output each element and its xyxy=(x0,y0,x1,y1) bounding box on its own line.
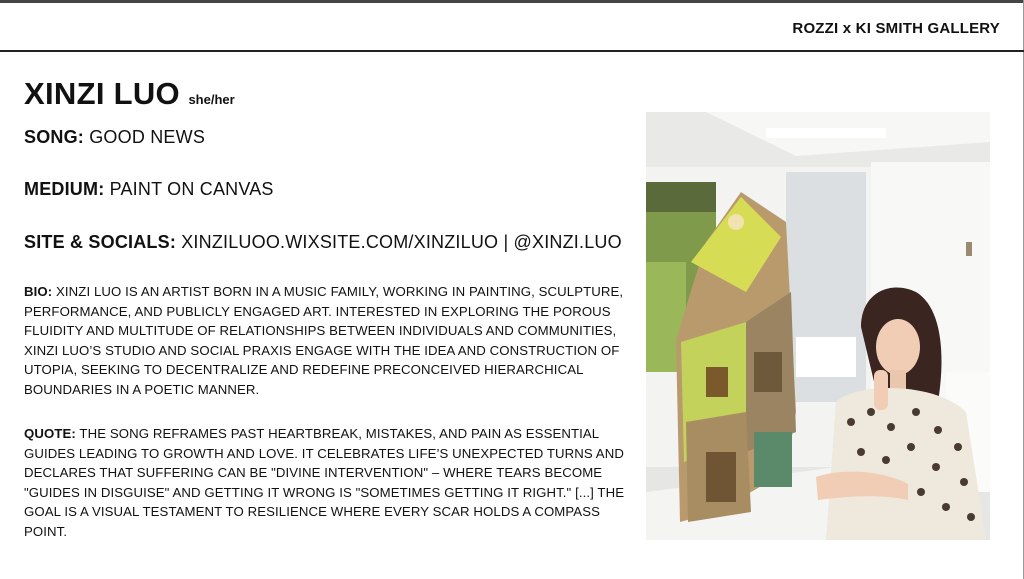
artist-name: XINZI LUO xyxy=(24,76,180,111)
medium-line xyxy=(24,179,274,200)
quote-label: QUOTE: xyxy=(24,426,76,441)
artist-heading xyxy=(24,76,235,112)
bio-text: XINZI LUO IS AN ARTIST BORN IN A MUSIC FAMILY, WORKING IN PAINTING, SCULPTURE, PERFORMANCE, AND PUBLICLY ENGAGED ART. INTERESTED IN EXPLORING THE POROUS FLUIDITY AND MULTITUDE OF RELATIONSHIPS BETWEEN INDIVIDUALS AND COMMUNITIES, XINZI LUO’S STUDIO AND SOCIAL PRAXIS ENGAGE WITH THE IDEA AND CONSTRUCTION OF UTOPIA, SEEKING TO DECENTRALIZE AND REDEFINE PRECONCEIVED HIERARCHICAL BOUNDARIES IN A POETIC MANNER. xyxy=(24,284,624,397)
quote-text: THE SONG REFRAMES PAST HEARTBREAK, MISTAKES, AND PAIN AS ESSENTIAL GUIDES LEADING TO GROWTH AND LOVE. IT CELEBRATES LIFE’S UNEXPECTED TURNS AND DECLARES THAT SUFFERING CAN BE "DIVINE INTERVENTION" – WHERE TEARS BECOME "GUIDES IN DISGUISE" AND GETTING IT WRONG IS "SOMETIMES GETTING IT RIGHT." [...] THE GOAL IS A VISUAL TESTAMENT TO RESILIENCE WHERE EVERY SCAR HOLDS A COMPASS POINT. xyxy=(24,426,625,539)
header-divider xyxy=(0,50,1024,52)
medium-label: MEDIUM: xyxy=(24,179,105,199)
song-label: SONG: xyxy=(24,127,85,147)
quote-paragraph xyxy=(24,424,634,541)
artist-pronouns: she/her xyxy=(188,92,235,107)
site-line xyxy=(24,232,622,253)
site-value[interactable]: XINZILUOO.WIXSITE.COM/XINZILUO | @XINZI.LUO xyxy=(181,232,622,252)
song-line xyxy=(24,127,205,148)
bio-paragraph xyxy=(24,282,634,399)
site-label: SITE & SOCIALS: xyxy=(24,232,177,252)
song-value: GOOD NEWS xyxy=(89,127,206,147)
gallery-title: ROZZI x KI SMITH GALLERY xyxy=(792,20,1000,37)
medium-value: PAINT ON CANVAS xyxy=(109,179,274,199)
bio-label: BIO: xyxy=(24,284,53,299)
top-border xyxy=(0,0,1024,3)
artist-photo xyxy=(646,112,990,540)
gallery-scene-image xyxy=(646,112,990,540)
